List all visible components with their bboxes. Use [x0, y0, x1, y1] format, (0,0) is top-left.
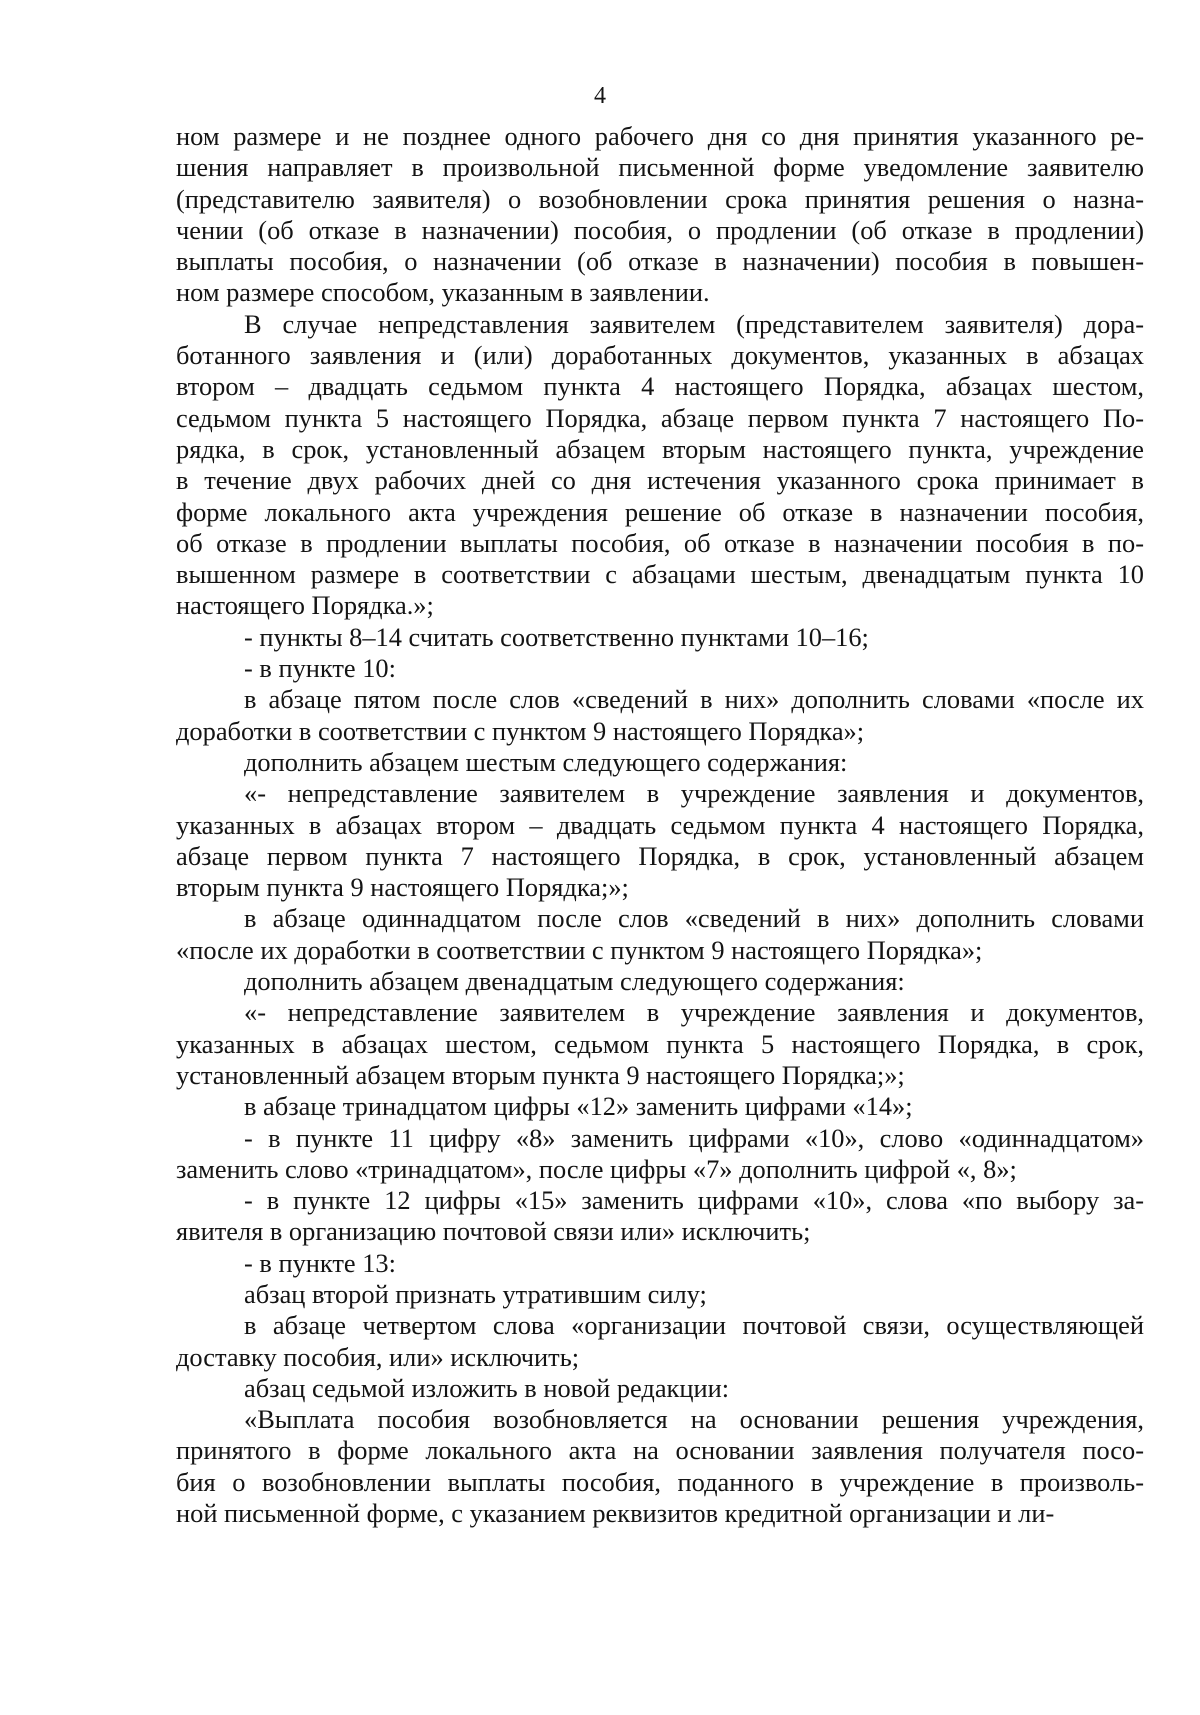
text-line: абзац седьмой изложить в новой редакции:: [244, 1372, 730, 1403]
paragraph: [176, 1404, 1144, 1529]
text-line: ном размере способом, указанным в заявлении.: [176, 277, 710, 308]
page-number: 4: [594, 83, 606, 109]
text-line: настоящего Порядка.»;: [176, 590, 434, 621]
paragraph: [176, 1091, 1144, 1122]
text-line: - пункты 8–14 считать соответственно пунктами 10–16;: [244, 621, 869, 652]
text-line: дополнить абзацем шестым следующего содержания:: [244, 746, 848, 777]
paragraph: [176, 121, 1144, 309]
text-line: об отказе в продлении выплаты пособия, об отказе в назначении пособия в по-: [176, 527, 1144, 558]
text-line: дополнить абзацем двенадцатым следующего содержания:: [244, 966, 905, 997]
document-body: [176, 121, 1144, 1529]
text-line: (представителю заявителя) о возобновлении срока принятия решения о назна-: [176, 183, 1144, 214]
text-line: седьмом пункта 5 настоящего Порядка, абзаце первом пункта 7 настоящего По-: [176, 402, 1144, 433]
text-line: ном размере и не позднее одного рабочего дня со дня принятия указанного ре-: [176, 121, 1144, 151]
paragraph: [176, 1373, 1144, 1404]
text-line: шения направляет в произвольной письменной форме уведомление заявителю: [176, 152, 1144, 183]
text-line: указанных в абзацах втором – двадцать седьмом пункта 4 настоящего Порядка,: [176, 809, 1144, 840]
text-line: ной письменной форме, с указанием реквизитов кредитной организации и ли-: [176, 1498, 1055, 1529]
text-line: заменить слово «тринадцатом», после цифры «7» дополнить цифрой «, 8»;: [176, 1153, 1017, 1184]
text-line: втором – двадцать седьмом пункта 4 настоящего Порядка, абзацах шестом,: [176, 371, 1144, 402]
text-line: указанных в абзацах шестом, седьмом пункта 5 настоящего Порядка, в срок,: [176, 1028, 1144, 1059]
paragraph: [176, 1185, 1144, 1248]
text-line: абзац второй признать утратившим силу;: [244, 1278, 707, 1309]
paragraph: [176, 1310, 1144, 1373]
text-line: «- непредставление заявителем в учреждение заявления и документов,: [244, 778, 1144, 809]
text-line: явителя в организацию почтовой связи или» исключить;: [176, 1216, 811, 1247]
paragraph: [176, 309, 1144, 622]
paragraph: [176, 778, 1144, 903]
text-line: абзаце первом пункта 7 настоящего Порядка, в срок, установленный абзацем: [176, 840, 1144, 871]
text-line: в абзаце одиннадцатом после слов «сведений в них» дополнить словами: [244, 903, 1144, 934]
text-line: принятого в форме локального акта на основании заявления получателя посо-: [176, 1435, 1144, 1466]
paragraph: [176, 966, 1144, 997]
paragraph: [176, 997, 1144, 1091]
text-line: доработки в соответствии с пунктом 9 настоящего Порядка»;: [176, 715, 865, 746]
paragraph: [176, 1123, 1144, 1186]
text-line: В случае непредставления заявителем (представителем заявителя) дора-: [244, 308, 1144, 339]
paragraph: [176, 653, 1144, 684]
text-line: «- непредставление заявителем в учреждение заявления и документов,: [244, 997, 1144, 1028]
text-line: в течение двух рабочих дней со дня истечения указанного срока принимает в: [176, 465, 1144, 496]
text-line: в абзаце четвертом слова «организации почтовой связи, осуществляющей: [244, 1310, 1144, 1341]
text-line: рядка, в срок, установленный абзацем вторым настоящего пункта, учреждение: [176, 433, 1144, 464]
text-line: бия о возобновлении выплаты пособия, поданного в учреждение в произволь-: [176, 1466, 1144, 1497]
paragraph: [176, 684, 1144, 747]
paragraph: [176, 1279, 1144, 1310]
text-line: доставку пособия, или» исключить;: [176, 1341, 580, 1372]
text-line: форме локального акта учреждения решение об отказе в назначении пособия,: [176, 496, 1144, 527]
text-line: в абзаце тринадцатом цифры «12» заменить цифрами «14»;: [244, 1091, 913, 1122]
paragraph: [176, 747, 1144, 778]
paragraph: [176, 622, 1144, 653]
text-line: установленный абзацем вторым пункта 9 настоящего Порядка;»;: [176, 1059, 905, 1090]
text-line: «после их доработки в соответствии с пунктом 9 настоящего Порядка»;: [176, 934, 983, 965]
text-line: выплаты пособия, о назначении (об отказе в назначении) пособия в повышен-: [176, 246, 1144, 277]
text-line: вторым пункта 9 настоящего Порядка;»;: [176, 872, 629, 903]
text-line: - в пункте 12 цифры «15» заменить цифрами «10», слова «по выбору за-: [244, 1185, 1144, 1216]
text-line: - в пункте 10:: [244, 653, 396, 684]
text-line: «Выплата пособия возобновляется на основании решения учреждения,: [244, 1404, 1144, 1435]
text-line: вышенном размере в соответствии с абзацами шестым, двенадцатым пункта 10: [176, 559, 1144, 590]
text-line: ботанного заявления и (или) доработанных документов, указанных в абзацах: [176, 340, 1144, 371]
text-line: - в пункте 13:: [244, 1247, 396, 1278]
paragraph: [176, 903, 1144, 966]
paragraph: [176, 1248, 1144, 1279]
text-line: в абзаце пятом после слов «сведений в них» дополнить словами «после их: [244, 684, 1144, 715]
text-line: - в пункте 11 цифру «8» заменить цифрами «10», слово «одиннадцатом»: [244, 1122, 1144, 1153]
text-line: чении (об отказе в назначении) пособия, о продлении (об отказе в продлении): [176, 214, 1144, 245]
